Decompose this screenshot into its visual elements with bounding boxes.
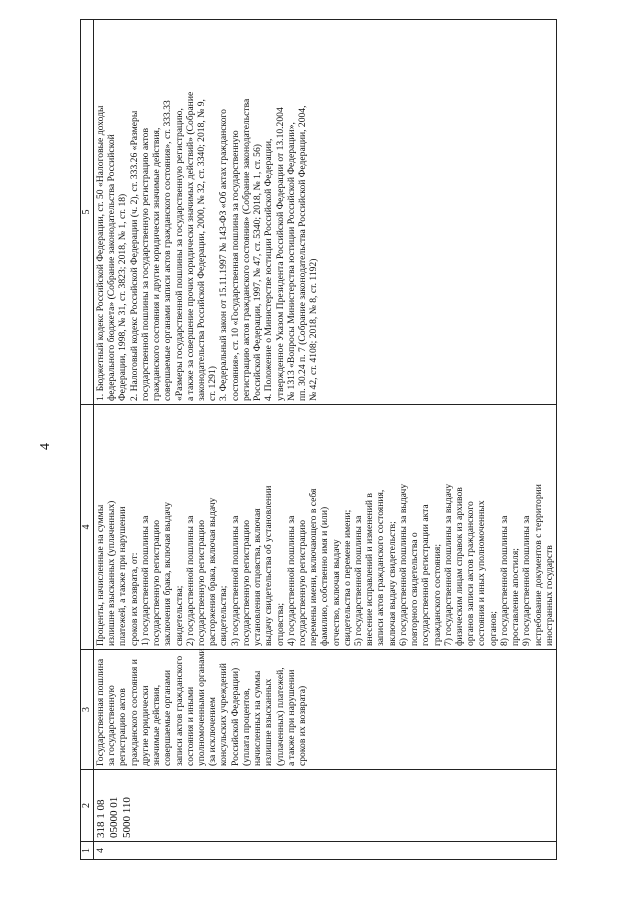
income-description <box>94 405 557 650</box>
cell-line: регистрацию актов <box>117 688 129 766</box>
cell-line: (уплаченных) платежей, <box>274 667 286 766</box>
cell-line: состояния», ст. 10 «Государственная пошлина за государственную <box>229 130 241 401</box>
cell-line: истребование документов с территории <box>532 484 544 646</box>
cell-line: выдачу свидетельства об установлении <box>263 485 275 646</box>
cell-line: № 42, ст. 4108; 2018, № 8, ст. 1192) <box>308 258 320 401</box>
cell-line: свидетельства о перемене имени; <box>341 509 353 646</box>
cell-line: «Размеры государственной пошлины за государственную регистрацию, <box>173 108 185 401</box>
cell-line: регистрацию актов гражданского состояния» (Собрание законодательства <box>240 98 252 401</box>
cell-line: сроков их возврата) <box>296 685 308 766</box>
cell-line: 4. Положение о Министерстве юстиции Российской Федерации, <box>263 138 275 401</box>
table-row <box>94 20 557 860</box>
cell-line: 3. Федеральный закон от 15.11.1997 № 143-ФЗ «Об актах гражданского <box>218 109 230 401</box>
cell-line: Российской Федерации, 1997, № 47, ст. 5340; 2018, № 1, ст. 56) <box>252 144 264 401</box>
table-header-row <box>81 20 94 860</box>
legal-reference <box>218 23 263 401</box>
cell-line: 7) государственной пошлины за выдачу <box>442 483 454 646</box>
cell-line: излишне взысканных (уплаченных) <box>106 500 118 646</box>
header-col-4: 4 <box>81 405 94 650</box>
cell-line: установления отцовства, включая <box>252 508 264 646</box>
cell-line: сроков их возврата, от: <box>128 552 140 646</box>
cell-line: а также при нарушении <box>285 669 297 766</box>
cell-line: (уплата процентов, <box>240 688 252 766</box>
cell-line: другие юридически <box>139 685 151 766</box>
cell-line: состояния и иных уполномоченных <box>476 500 488 646</box>
header-col-2: 2 <box>81 770 94 842</box>
cell-line: государственную регистрацию <box>151 520 163 646</box>
cell-line: государственную регистрацию <box>195 520 207 646</box>
cell-line: заключения брака, включая выдачу <box>162 502 174 646</box>
cell-line: утвержденное Указом Президента Российской Федерации от 13.10.2004 <box>274 107 286 401</box>
cell-line: свидетельства; <box>218 585 230 646</box>
page-number: 4 <box>38 443 53 450</box>
row-number: 4 <box>94 842 557 860</box>
cell-line: законодательства Российской Федерации, 2000, № 32, ст. 3340; 2018, № 9, <box>195 99 207 401</box>
cell-line: гражданского состояния; <box>431 543 443 646</box>
cell-line: органов; <box>487 611 499 646</box>
cell-line: перемены имени, включающего в себя <box>308 488 320 646</box>
rotated-page-content <box>80 20 600 860</box>
cell-line: свидетельства; <box>173 585 185 646</box>
cell-line: начисленных на суммы <box>252 670 264 766</box>
income-type-name <box>94 650 557 770</box>
legal-reference <box>95 23 129 401</box>
cell-line: гражданского состояния и <box>128 659 140 766</box>
cell-line: расторжения брака, включая выдачу <box>207 497 219 646</box>
legal-reference <box>129 23 219 401</box>
cell-line: платежей, а также при нарушении <box>117 506 129 646</box>
cell-line: органов записи актов гражданского <box>465 501 477 646</box>
cell-line: за государственную <box>106 685 118 766</box>
cell-line: а также за совершение прочих юридически значимых действий» (Собрание <box>184 91 196 401</box>
cell-line: уполномоченными органами <box>195 648 207 766</box>
cell-line: совершаемые органами записи актов гражданского состояния», ст. 333.33 <box>162 100 174 401</box>
cell-line: консульских учреждений <box>218 663 230 766</box>
cell-line: проставление апостиля; <box>510 548 522 646</box>
classification-code <box>94 770 557 842</box>
cell-line: физическим лицам справок из архивов <box>454 487 465 646</box>
cell-line: отчество, включая выдачу <box>330 539 342 646</box>
cell-line: Федерации, 1998, № 31, ст. 3823; 2018, № 1, ст. 18) <box>117 193 129 401</box>
cell-line: состояния и иными <box>184 686 196 766</box>
cell-line: Государственная пошлина <box>95 658 106 766</box>
cell-line: государственную регистрацию <box>296 520 308 646</box>
cell-line: № 1313 «Вопросы Министерства юстиции Российской Федерации», <box>285 122 297 401</box>
code-part: 5000 110 <box>121 797 134 838</box>
cell-line: 5) государственной пошлины за <box>353 515 365 646</box>
cell-line: гражданского состояния и другие юридически значимые действия, <box>151 127 163 401</box>
cell-line: 4) государственной пошлины за <box>285 515 297 646</box>
legal-table <box>80 19 557 860</box>
code-part: 05000 01 <box>108 796 121 838</box>
code-part: 318 1 08 <box>95 799 107 838</box>
cell-line: повторного свидетельства о <box>409 532 421 646</box>
cell-line: записи актов гражданского состояния, <box>375 489 387 646</box>
legal-reference <box>263 23 319 401</box>
cell-line: иностранных государств <box>543 545 555 646</box>
cell-line: 8) государственной пошлины за <box>498 515 510 646</box>
cell-line: 6) государственной пошлины за выдачу <box>397 483 409 646</box>
cell-line: фамилию, собственно имя и (или) <box>319 506 331 646</box>
cell-line: государственной регистрации акта <box>420 504 432 646</box>
cell-line: излишне взысканных <box>263 678 275 766</box>
cell-line: включая выдачу свидетельств; <box>386 521 398 646</box>
cell-line: пп. 30.24 п. 7 (Собрание законодательства Российской Федерации, 2004, <box>296 105 308 401</box>
cell-line: государственную регистрацию <box>240 520 252 646</box>
cell-line: Российской Федерации) <box>229 667 241 766</box>
cell-line: отцовства; <box>274 602 286 646</box>
cell-line: федерального бюджета» (Собрание законодательства Российской <box>106 134 118 401</box>
cell-line: Проценты, начисленные на суммы <box>95 504 106 646</box>
header-col-3: 3 <box>81 650 94 770</box>
cell-line: ст. 1291) <box>207 366 219 401</box>
cell-line: (за исключением <box>207 697 219 766</box>
cell-line: 3) государственной пошлины за <box>229 515 241 646</box>
cell-line: совершаемые органами <box>162 669 174 766</box>
legal-basis <box>94 20 557 405</box>
header-col-5: 5 <box>81 20 94 405</box>
cell-line: 1) государственной пошлины за <box>139 515 151 646</box>
cell-line: государственной пошлины за государственную регистрацию актов <box>139 127 151 401</box>
header-col-1: 1 <box>81 842 94 860</box>
cell-line: 1. Бюджетный кодекс Российской Федерации, ст. 50 «Налоговые доходы <box>95 105 106 401</box>
cell-line: 2. Налоговый кодекс Российской Федерации (ч. 2), ст. 333.26 «Размеры <box>128 110 140 401</box>
cell-line: записи актов гражданского <box>173 655 185 766</box>
cell-line: 9) государственной пошлины за <box>521 515 533 646</box>
cell-line: внесение исправлений и изменений в <box>364 493 376 646</box>
cell-line: 2) государственной пошлины за <box>184 515 196 646</box>
cell-line: значимые действия, <box>151 684 163 766</box>
